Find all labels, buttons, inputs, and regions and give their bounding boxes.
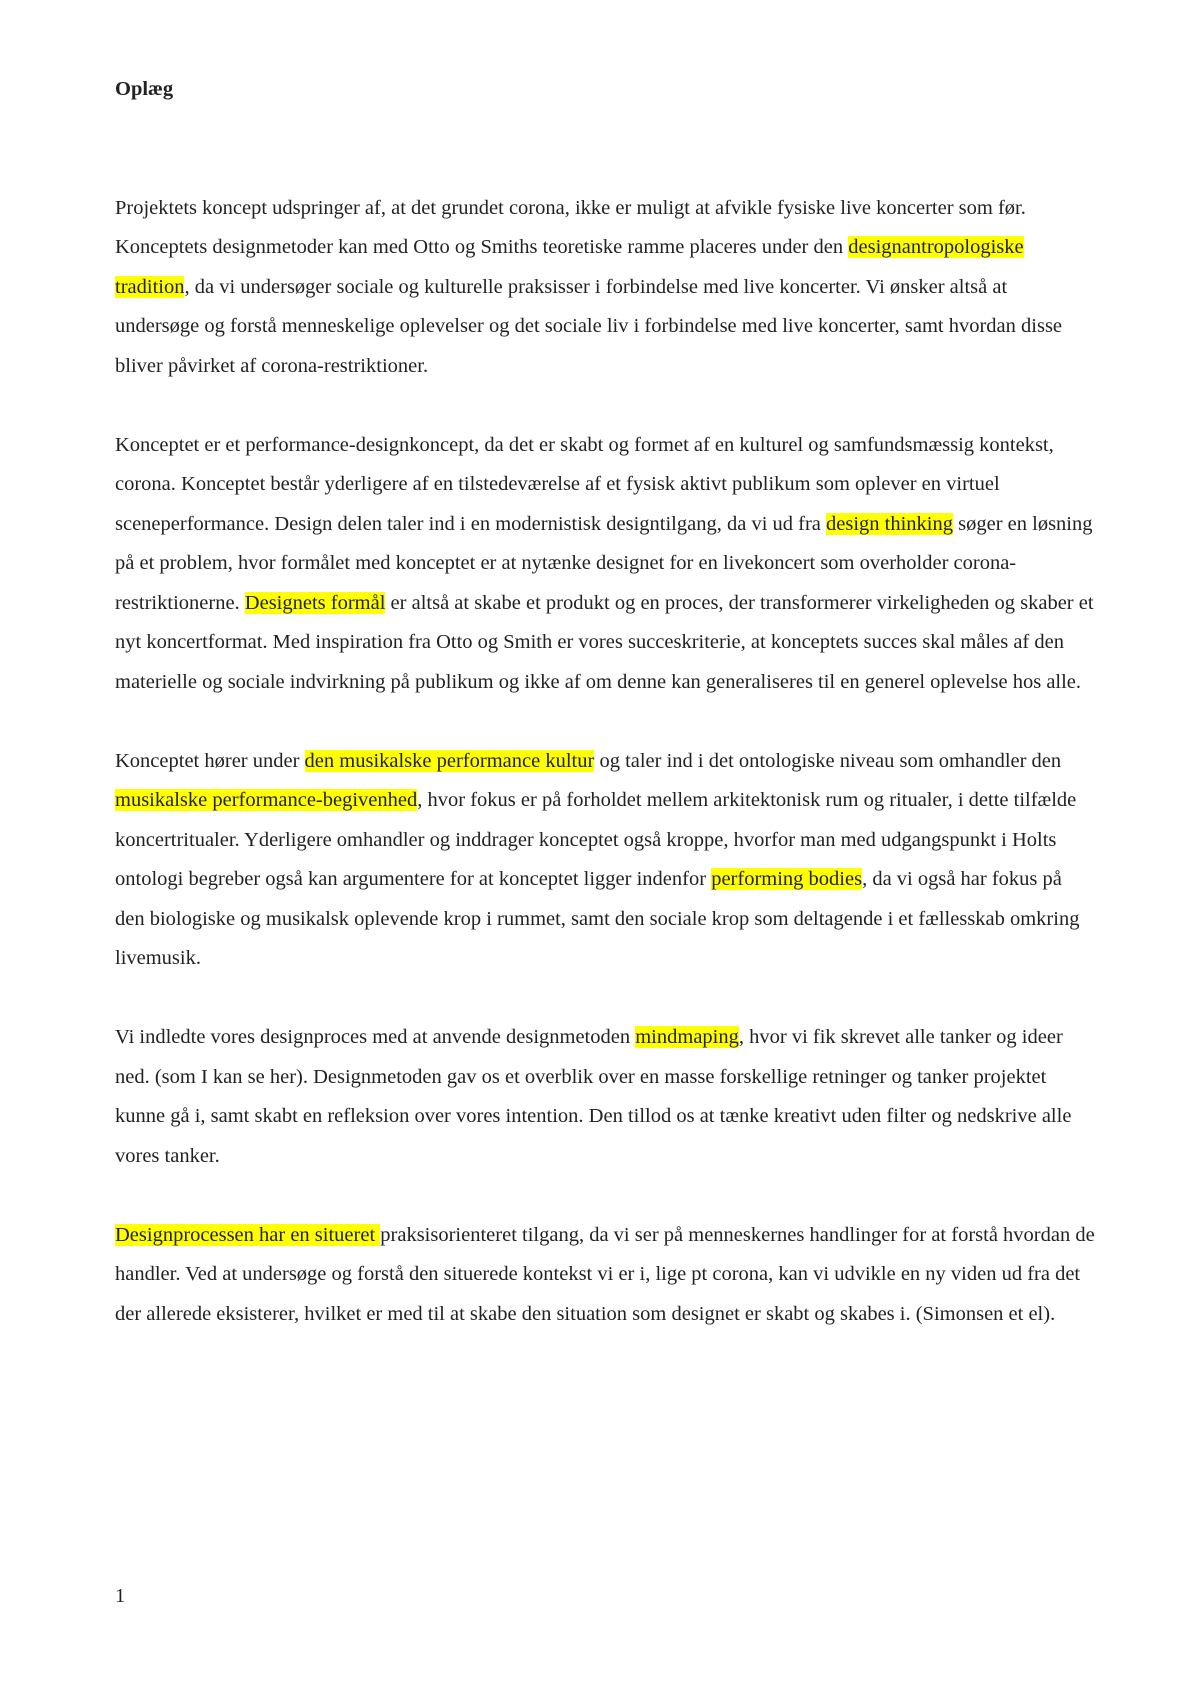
highlighted-term: design thinking — [826, 512, 953, 535]
text-segment: er altså at skabe et produkt og en proces, der transformerer virkeligheden og skaber et nyt koncertformat. Med inspiration fra Otto og Smith er vores succeskriterie, at konceptets succes skal måles af den materielle og sociale indvirkning på publikum og ikke af om denne kan generaliseres til en generel oplevelse hos alle. — [115, 591, 1094, 693]
highlighted-term: mindmaping — [635, 1026, 739, 1048]
text-segment: Vi indledte vores designproces med at anvende designmetoden — [115, 1026, 636, 1048]
text-segment: , hvor fokus er på forholdet mellem arkitektonisk rum og ritualer, i dette tilfælde koncertritualer. Yderligere omhandler og inddrager konceptet også kroppe, hvorfor man med udgangspunkt i Holts ontologi begreber også kan argumentere for at konceptet ligger indenfor — [115, 789, 1077, 890]
highlighted-term: Designprocessen har en situeret — [115, 1223, 381, 1246]
paragraph-5 — [115, 1216, 1095, 1335]
text-segment: Konceptet hører under — [115, 749, 305, 772]
text-segment: søger en løsning på et problem, hvor formålet med konceptet er at nytænke designet for en livekoncert som overholder corona-restriktionerne. — [115, 512, 1093, 614]
text-segment: praksisorienteret tilgang, da vi ser på menneskernes handlinger for at forstå hvordan de handler. Ved at undersøge og forstå den situerede kontekst vi er i, lige pt corona, kan vi udvikle en ny viden ud fra det der allerede eksisterer, hvilket er med til at skabe den situation som designet er skabt og skabes i. (Simonsen et el). — [115, 1223, 1095, 1325]
page-heading: Oplæg — [115, 78, 174, 100]
document-body — [115, 70, 1095, 1374]
highlighted-term: performing bodies — [711, 868, 863, 890]
paragraph-3 — [115, 742, 1095, 979]
text-segment: Projektets koncept udspringer af, at det grundet corona, ikke er muligt at afvikle fysiske live koncerter som før. Konceptets designmetoder kan med Otto og Smiths teoretiske ramme placeres under den — [115, 196, 1026, 258]
text-segment: , da vi også har fokus på den biologiske og musikalsk oplevende krop i rummet, samt den sociale krop som deltagende i et fællesskab omkring livemusik. — [115, 868, 1080, 969]
page-number: 1 — [115, 1585, 126, 1607]
text-segment: Konceptet er et performance-designkoncept, da det er skabt og formet af en kulturel og samfundsmæssig kontekst, corona. Konceptet består yderligere af en tilstedeværelse af et fysisk aktivt publikum som oplever en virtuel sceneperformance. Design delen taler ind i en modernistisk designtilgang, da vi ud fra — [115, 433, 1054, 535]
highlighted-term: Designets formål — [244, 591, 386, 614]
highlighted-term: designantropologiske tradition — [115, 236, 1024, 298]
highlighted-term: musikalske performance-begivenhed — [115, 789, 418, 811]
paragraph-4 — [115, 1018, 1095, 1176]
text-segment: og taler ind i det ontologiske niveau som omhandler den — [594, 749, 1062, 772]
paragraph-1 — [115, 189, 1095, 387]
text-segment: , hvor vi fik skrevet alle tanker og ideer ned. (som I kan se her). Designmetoden gav os et overblik over en masse forskellige retninger og tanker projektet kunne gå i, samt skabt en refleksion over vores intention. Den tillod os at tænke kreativt uden filter og nedskrive alle vores tanker. — [115, 1026, 1072, 1167]
text-segment: , da vi undersøger sociale og kulturelle praksisser i forbindelse med live koncerter. Vi ønsker altså at undersøge og forstå menneskelige oplevelser og det sociale liv i forbindelse med live koncerter, samt hvordan disse bliver påvirket af corona-restriktioner. — [115, 275, 1063, 377]
paragraph-2 — [115, 426, 1095, 703]
highlighted-term: den musikalske performance kultur — [304, 749, 595, 772]
